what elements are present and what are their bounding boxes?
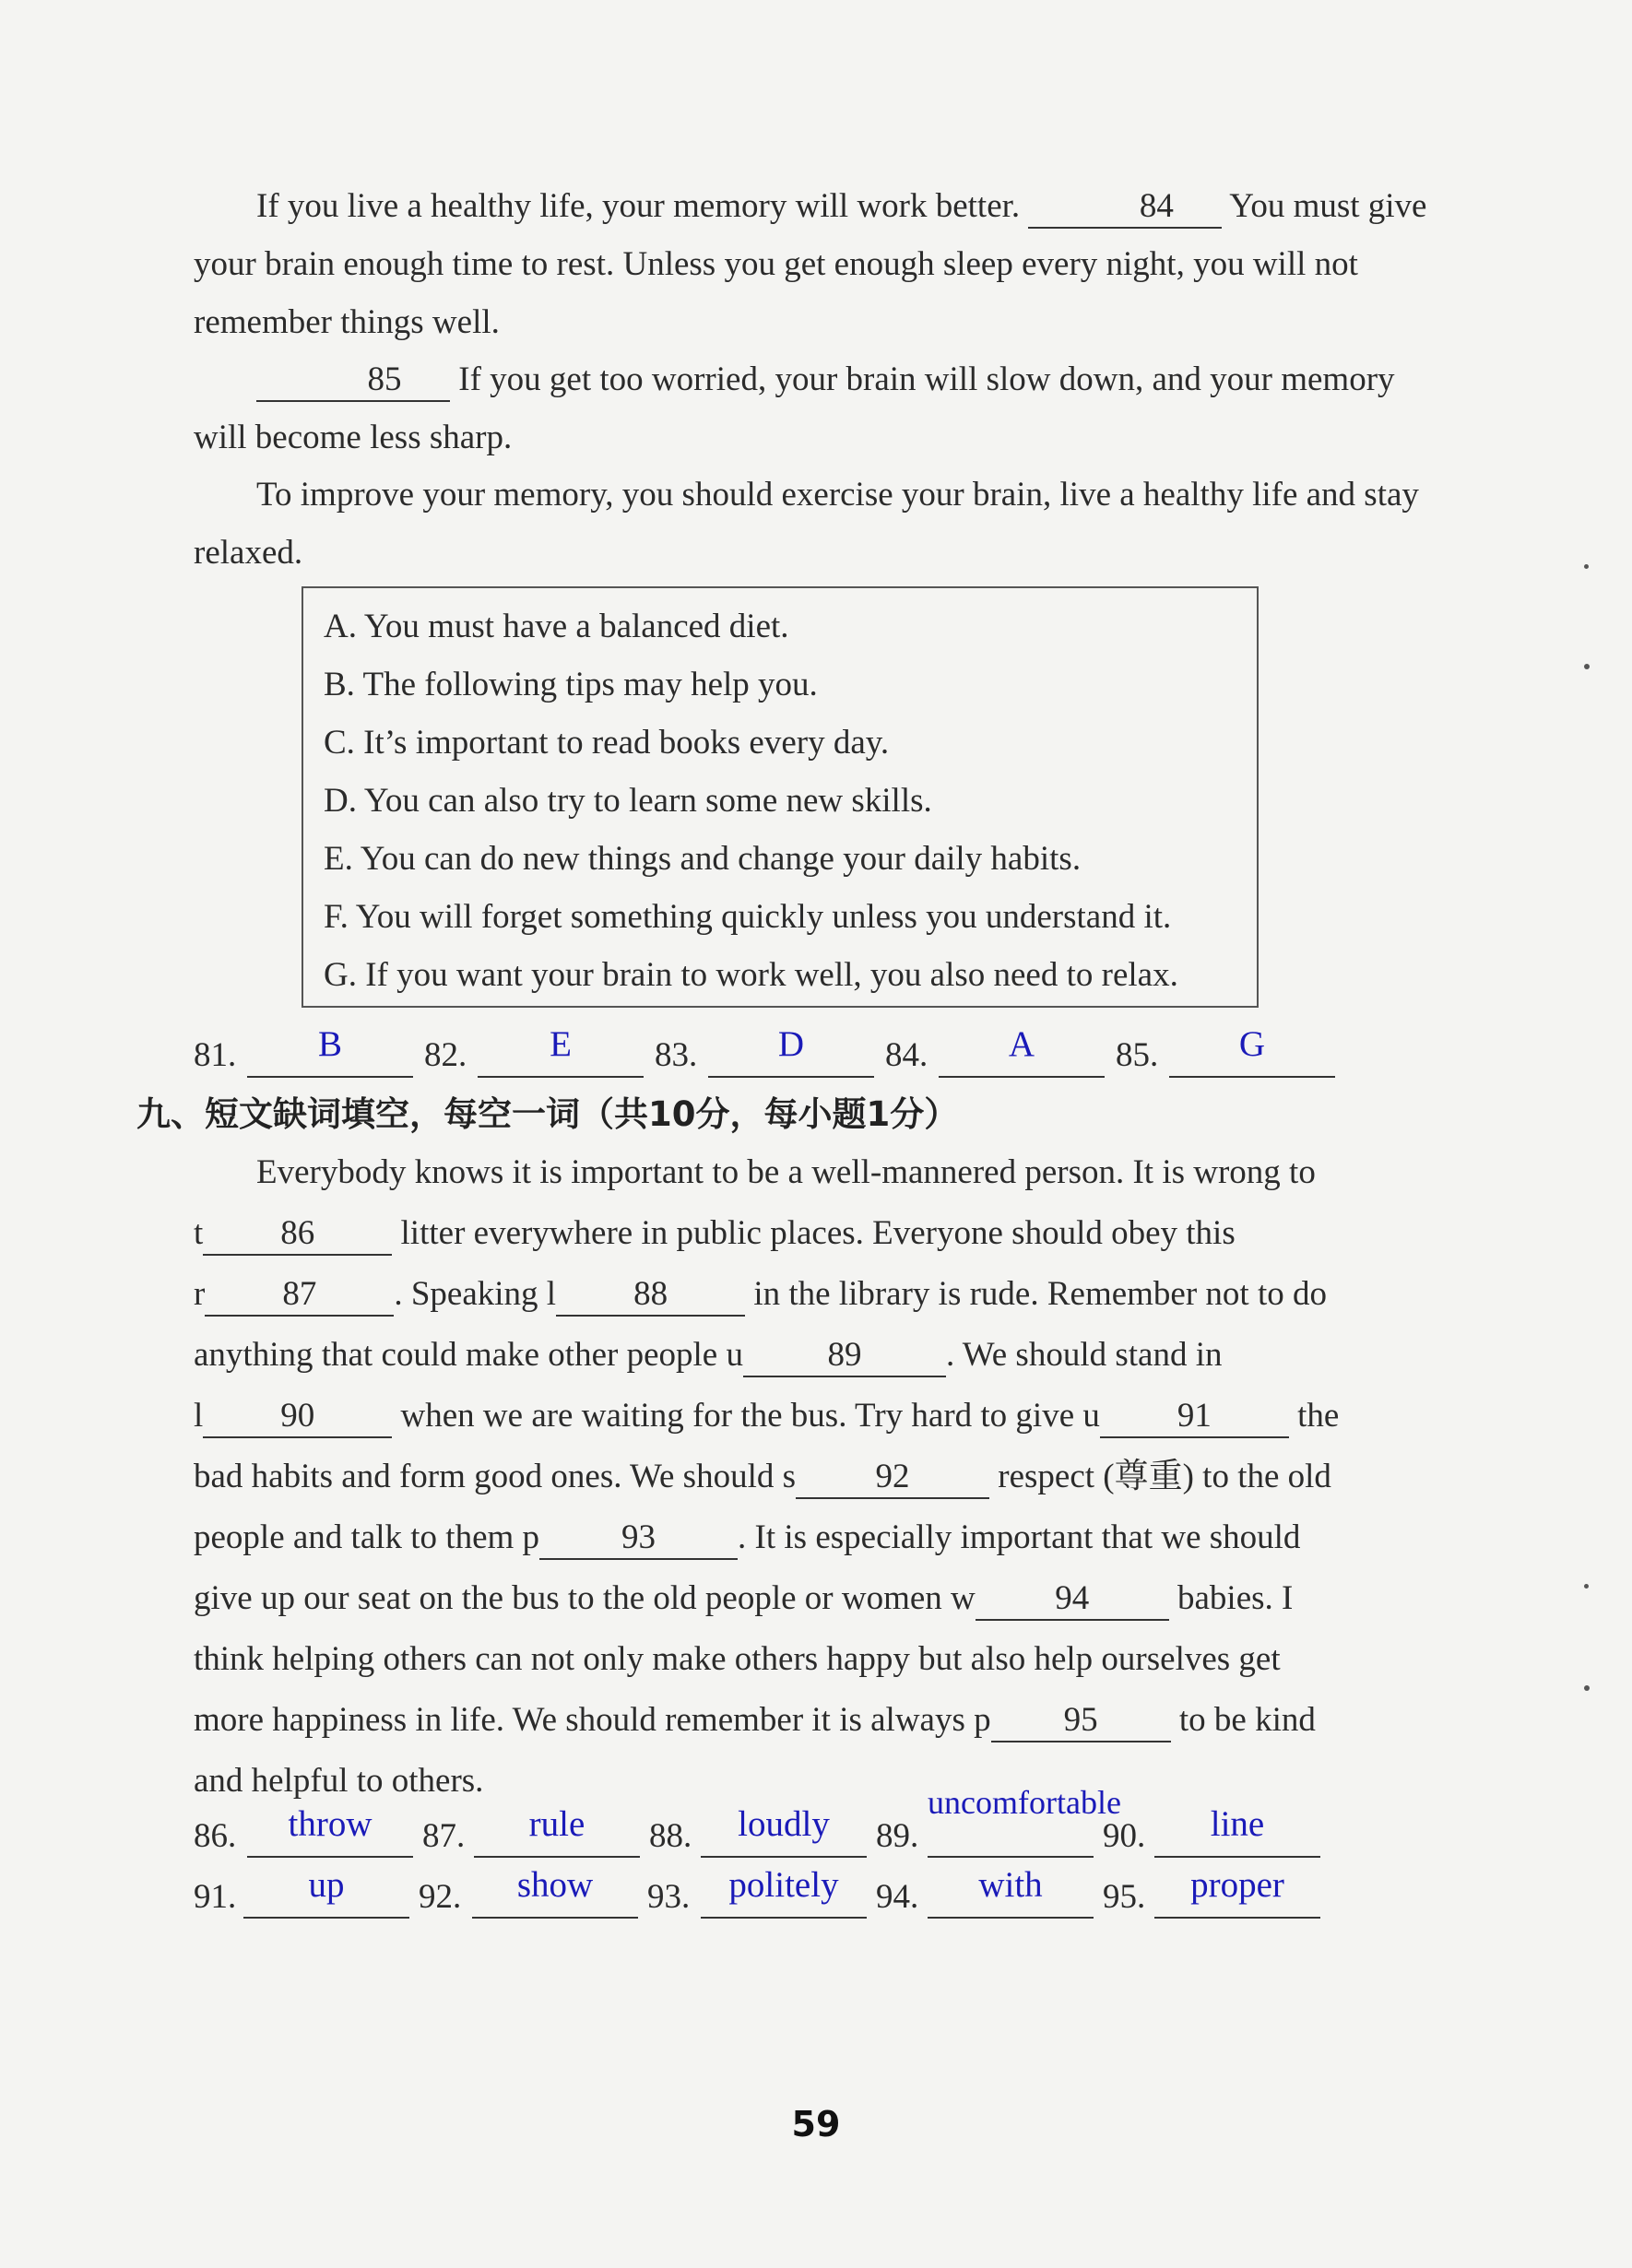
answer-text: line (1210, 1804, 1265, 1844)
question-number: 82. (424, 1036, 467, 1074)
scan-dot (1584, 664, 1590, 669)
cloze-text: respect (尊重) to the old (989, 1458, 1331, 1495)
cloze-line: Everybody knows it is important to be a well-mannered person. It is wrong to (256, 1153, 1316, 1191)
answer-blank (928, 1854, 1094, 1919)
blank-87: 87 (205, 1274, 394, 1317)
cloze-text: the (1288, 1397, 1340, 1435)
question-number: 88. (649, 1817, 692, 1855)
answer-text: uncomfortable (928, 1784, 1121, 1821)
answer-text: A (1008, 1024, 1035, 1064)
blank-89: 89 (743, 1335, 946, 1377)
scan-dot (1584, 1584, 1589, 1589)
answer-text: G (1238, 1024, 1266, 1064)
answer-blank (243, 1854, 409, 1919)
blank-94: 94 (976, 1578, 1169, 1621)
blank-90: 90 (203, 1396, 392, 1438)
answer-text: show (516, 1865, 594, 1905)
cloze-text: when we are waiting for the bus. Try hard to give u (392, 1397, 1100, 1435)
cloze-line (194, 1204, 1438, 1262)
cloze-text: t (194, 1214, 204, 1252)
paragraph-85 (194, 350, 1438, 467)
cloze-text: babies. I (1168, 1579, 1294, 1617)
answer-text: E (550, 1024, 572, 1064)
option-f: F. You will forget something quickly unless you understand it. (324, 898, 1172, 936)
cloze-text: to be kind (1170, 1701, 1316, 1739)
section-heading: 九、短文缺词填空，每空一词（共10分，每小题1分） (136, 1094, 959, 1134)
cloze-text: l (194, 1397, 204, 1435)
answer-text: B (317, 1024, 342, 1064)
blank-91: 91 (1100, 1396, 1289, 1438)
cloze-line (194, 1387, 1438, 1445)
blank-84: 84 (1028, 186, 1222, 229)
answer-text: throw (288, 1804, 373, 1844)
question-number: 93. (647, 1878, 691, 1916)
answer-item (424, 1037, 467, 1074)
paragraph-conclusion: To improve your memory, you should exercise your brain, live a healthy life and stay relaxed. (194, 476, 1419, 572)
cloze-line (194, 1326, 1438, 1384)
cloze-line (194, 1265, 1438, 1323)
question-number: 94. (876, 1878, 919, 1916)
question-number: 92. (419, 1878, 462, 1916)
cloze-text: . We should stand in (945, 1336, 1223, 1374)
blank-88: 88 (556, 1274, 745, 1317)
answer-text: politely (728, 1865, 839, 1905)
cloze-line (194, 1508, 1438, 1566)
para2-after: If you get too worried, your brain will slow down, and your memory will become less sharp. (194, 360, 1395, 456)
answer-blank (708, 1010, 874, 1078)
answer-item (1116, 1037, 1158, 1074)
answer-blank (472, 1854, 638, 1919)
option-c: C. It’s important to read books every day. (324, 724, 890, 762)
para1-after: You must give your brain enough time to rest. Unless you get enough sleep every night, you will not remember things well. (194, 187, 1427, 341)
answer-text: proper (1190, 1865, 1284, 1905)
cloze-text: . Speaking l (394, 1275, 557, 1313)
answer-item (194, 1037, 236, 1074)
cloze-line (194, 1569, 1438, 1627)
answer-item (655, 1037, 697, 1074)
question-number: 84. (885, 1036, 928, 1074)
question-number: 95. (1103, 1878, 1146, 1916)
answer-text: rule (528, 1804, 585, 1844)
page-number: 59 (791, 2104, 841, 2144)
cloze-text: in the library is rude. Remember not to do (745, 1275, 1327, 1313)
question-number: 91. (194, 1878, 237, 1916)
question-number: 90. (1103, 1817, 1146, 1855)
cloze-line: and helpful to others. (194, 1762, 484, 1800)
answer-blank (701, 1854, 867, 1919)
option-a: A. You must have a balanced diet. (324, 608, 789, 645)
question-number: 83. (655, 1036, 698, 1074)
answer-text: with (978, 1865, 1043, 1905)
answer-blank (939, 1010, 1105, 1078)
question-number: 86. (194, 1817, 237, 1855)
scan-dot (1584, 564, 1589, 569)
cloze-text: . It is especially important that we should (738, 1518, 1301, 1556)
cloze-text: bad habits and form good ones. We should s (194, 1458, 797, 1495)
cloze-line: think helping others can not only make others happy but also help ourselves get (194, 1640, 1281, 1678)
answer-text: D (777, 1024, 805, 1064)
blank-92: 92 (796, 1457, 989, 1499)
cloze-text: give up our seat on the bus to the old people or women w (194, 1579, 976, 1617)
cloze-text: more happiness in life. We should remember it is always p (194, 1701, 991, 1739)
option-e: E. You can do new things and change your daily habits. (324, 840, 1082, 878)
question-number: 85. (1116, 1036, 1159, 1074)
answer-blank (247, 1793, 413, 1858)
answer-blank (1154, 1854, 1320, 1919)
answer-blank (1169, 1010, 1335, 1078)
blank-86: 86 (203, 1213, 392, 1256)
blank-95: 95 (991, 1700, 1171, 1742)
option-b: B. The following tips may help you. (324, 666, 818, 703)
option-d: D. You can also try to learn some new skills. (324, 782, 932, 820)
blank-93: 93 (539, 1518, 738, 1560)
option-g: G. If you want your brain to work well, you also need to relax. (324, 956, 1178, 994)
paragraph-84 (194, 177, 1438, 351)
answer-blank (928, 1784, 1121, 1858)
answer-blank (474, 1793, 640, 1858)
cloze-line (194, 1691, 1438, 1749)
answer-blank (247, 1010, 413, 1078)
question-number: 87. (422, 1817, 466, 1855)
options-box (302, 586, 1259, 1008)
blank-85: 85 (256, 360, 450, 402)
answer-blank (478, 1010, 644, 1078)
cloze-text: litter everywhere in public places. Everyone should obey this (392, 1214, 1236, 1252)
cloze-text: people and talk to them p (194, 1518, 540, 1556)
scan-dot (1584, 1685, 1590, 1691)
cloze-text: anything that could make other people u (194, 1336, 743, 1374)
cloze-text: r (194, 1275, 206, 1313)
question-number: 81. (194, 1036, 237, 1074)
question-number: 89. (876, 1817, 919, 1855)
answer-item (885, 1037, 928, 1074)
answer-blank (1154, 1793, 1320, 1858)
answer-text: loudly (738, 1804, 830, 1844)
answer-blank (701, 1793, 867, 1858)
para1-before: If you live a healthy life, your memory will work better. (256, 187, 1029, 225)
cloze-line (194, 1447, 1438, 1506)
answer-text: up (308, 1865, 345, 1905)
